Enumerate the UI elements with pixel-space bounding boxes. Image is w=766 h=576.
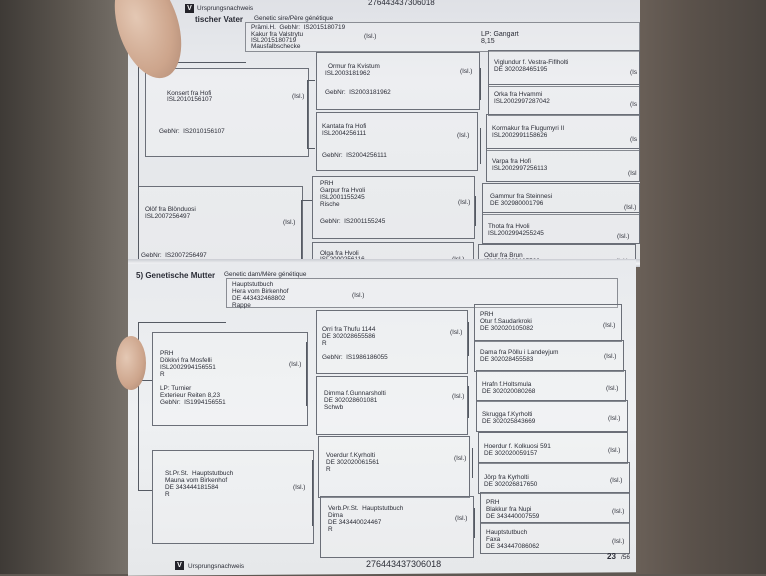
sire-mother-id: ISL2007256497 (145, 213, 191, 220)
sire-gf-paternal-gebnr: GebNr: IS2003181962 (325, 89, 391, 96)
dam-ggp-isl: (Isl.) (606, 385, 619, 392)
dam-tree-line (472, 448, 473, 478)
dam-father-id: ISL2002994156551 (160, 364, 216, 371)
sire-gf-maternal-gebnr: GebNr: IS2001155245 (320, 218, 386, 225)
dam-gm-paternal-color: Schwb (324, 404, 344, 411)
dam-heading-sub: Genetic dam/Mère génétique (224, 271, 307, 278)
sire-ggp-name: Thota fra Hvoli (488, 223, 530, 230)
dam-ggp-pre: Hauptstutbuch (486, 529, 528, 536)
sire-father-box (145, 68, 309, 157)
dam-heading: 5) Genetische Mutter (136, 271, 216, 280)
dam-tree-line (306, 342, 307, 406)
dam-mother-id: DE 343444181584 (165, 484, 219, 491)
dam-father-lp2: Exterieur Reiten 8,23 (160, 392, 221, 399)
sire-heading-sub: Genetic sire/Père génétique (254, 15, 334, 22)
dam-tree-line (138, 490, 152, 491)
dam-tree-line (138, 322, 226, 323)
dam-mother-r: R (165, 491, 170, 498)
dam-ggp-id: DE 343447086062 (486, 543, 540, 550)
sire-ggp-id: ISL2002997287042 (494, 98, 550, 105)
sire-ggp-name: Gammur fra Steinnesi (490, 193, 553, 200)
dam-gf-paternal-name: Orri fra Thufu 1144 (322, 326, 376, 333)
finger-bottom (116, 336, 146, 390)
dam-father-lp: LP: Turnier (160, 385, 192, 392)
dam-gm-maternal-isl: (Isl.) (455, 515, 468, 522)
sire-ggp-id: ISL2002997256113 (492, 165, 548, 172)
sire-gm-paternal-id: ISL2004256111 (322, 130, 367, 137)
dam-ggp-isl: (Isl.) (610, 477, 623, 484)
sire-gf-maternal-isl: (Isl.) (458, 199, 471, 206)
dam-tree-line (468, 386, 469, 418)
dam-ggp-id: DE 302026817650 (484, 481, 538, 488)
sire-ggp-isl: (Isl (628, 170, 637, 177)
dam-gm-maternal-r: R (328, 526, 333, 533)
dam-tree-line (474, 508, 475, 538)
sire-ggp-isl: (Is (630, 136, 638, 143)
dam-id: DE 443432468802 (232, 295, 286, 302)
footer-passport-number: 276443437306018 (366, 559, 442, 569)
sire-tree-line (480, 128, 481, 164)
sire-ggp-name: Odur fra Brun (484, 252, 523, 259)
sire-ggp-name: Kormakur fra Flugumyri II (492, 125, 565, 132)
dam-mother-name: Mauna vom Birkenhof (165, 477, 228, 484)
sire-mother-isl: (Isl.) (283, 219, 296, 226)
dam-tree-line (312, 460, 313, 526)
dam-gm-paternal-name: Dimma f.Gunnarsholti (324, 390, 386, 397)
dam-gm-paternal-isl: (Isl.) (452, 393, 465, 400)
v-logo-icon: V (175, 561, 184, 570)
sire-name: Kakur fra Valstrytu (251, 31, 304, 38)
sire-tree-line (307, 80, 308, 148)
sire-gf-paternal-name: Ormur fra Kvistum (328, 63, 380, 70)
dam-gm-maternal-name: Dima (328, 512, 343, 519)
dam-father-box (152, 332, 308, 426)
sire-ggp-isl: (Isl.) (617, 233, 630, 240)
sire-mother-name: Olöf fra Blönduosi (145, 206, 196, 213)
sire-ggp-name: Varpa fra Hofi (492, 158, 531, 165)
sire-id: ISL2015180719 (251, 37, 297, 44)
sire-tree-line (301, 200, 302, 262)
sire-ggp-isl: (Is (630, 69, 638, 76)
dam-color: Rappe (232, 302, 251, 309)
sire-gf-maternal-color: Rische (320, 201, 340, 208)
sire-ggp-id: DE 302028465195 (494, 66, 548, 73)
dam-ggp-name: Faxa (486, 536, 501, 543)
dam-ggp-name: Hrafn f.Holtsmula (482, 381, 532, 388)
sire-gm-paternal-isl: (Isl.) (457, 132, 470, 139)
dam-isl: (Isl.) (352, 292, 365, 299)
sire-tree-line (138, 62, 139, 266)
dam-tree-line (468, 322, 469, 356)
sire-ggp-id: ISL2002994255245 (488, 230, 544, 237)
dam-father-gebnr: GebNr: IS1994156551 (160, 399, 226, 406)
sire-ggp-isl: (Isl.) (624, 204, 637, 211)
sire-gf-paternal-box (316, 52, 480, 110)
sire-father-isl: (Isl.) (292, 93, 305, 100)
dam-gf-paternal-r: R (322, 340, 327, 347)
dam-mother-box (152, 450, 314, 544)
dam-father-r: R (160, 371, 165, 378)
sire-father-gebnr: GebNr: IS2010156107 (159, 128, 225, 135)
sire-mother-gebnr: GebNr: IS2007256497 (141, 252, 207, 259)
dam-gf-paternal-isl: (Isl.) (450, 329, 463, 336)
dam-ggp-pre: PRH (480, 311, 494, 318)
dam-gf-maternal-name: Voerdur f.Kyrholti (326, 452, 376, 459)
dam-ggp-id: DE 343440007559 (486, 513, 540, 520)
sire-tree-line (301, 200, 312, 201)
dam-ggp-name: Skrugga f.Kyrholti (482, 411, 533, 418)
sire-ggp-name: Viglundur f. Vestra-Fiflholti (494, 59, 569, 66)
dam-ggp-id: DE 302028455583 (480, 356, 534, 363)
dam-ggp-isl: (Isl.) (608, 415, 621, 422)
sire-gf-maternal-id: ISL2001155245 (320, 194, 365, 201)
dam-gm-paternal-id: DE 302028601081 (324, 397, 378, 404)
dam-ggp-pre: PRH (486, 499, 500, 506)
background-left (0, 0, 128, 574)
background-right (636, 0, 766, 574)
sire-ggp-id: DE 302980001796 (490, 200, 544, 207)
dam-ggp-id: DE 302025843669 (482, 418, 536, 425)
doc-title: Ursprungsnachweis (197, 5, 254, 12)
sire-color: Mausfalbschecke (251, 43, 301, 50)
sire-tree-line (307, 148, 315, 149)
sire-isl: (Isl.) (364, 33, 377, 40)
dam-ggp-id: DE 302020105082 (480, 325, 534, 332)
dam-name: Hera vom Birkenhof (232, 288, 289, 295)
v-logo-icon: V (185, 4, 194, 13)
sire-tree-line (307, 80, 315, 81)
dam-gf-maternal-id: DE 302020061561 (326, 459, 380, 466)
passport-number: 276443437306018 (368, 0, 435, 7)
sire-gm-paternal-box (316, 112, 478, 171)
dam-father-name: Dökkvi fra Mosfelli (160, 357, 212, 364)
dam-ggp-name: Hoerdur f. Kolkuosi 591 (484, 443, 551, 450)
sire-lp: LP: Gangart (481, 31, 519, 38)
dam-ggp-isl: (Isl.) (604, 353, 617, 360)
sire-gm-maternal-name: Olga fra Hvoli (320, 250, 359, 257)
sire-father-id: ISL2010156107 (167, 96, 213, 103)
sire-tree-line (480, 68, 481, 100)
dam-ggp-isl: (Isl.) (612, 538, 625, 545)
sire-gm-paternal-gebnr: GebNr: IS2004256111 (322, 152, 387, 159)
sire-line1: Prämi.H. GebNr: IS2015180719 (251, 24, 346, 31)
sire-gf-maternal-name: Garpur fra Hvoli (320, 187, 366, 194)
dam-gf-maternal-r: R (326, 466, 331, 473)
dam-mother-pre: St.Pr.St. Hauptstutbuch (165, 470, 234, 477)
dam-ggp-isl: (Isl.) (603, 322, 616, 329)
dam-ggp-isl: (Isl.) (612, 508, 625, 515)
sire-tree-line (475, 196, 476, 226)
page-total: /56 (621, 554, 630, 561)
dam-mother-isl: (Isl.) (293, 484, 306, 491)
dam-father-pre: PRH (160, 350, 174, 357)
dam-ggp-name: Dama fra Pöllu i Landeyjum (480, 349, 559, 356)
sire-ggp-isl: (Is (630, 101, 638, 108)
dam-gm-maternal-pre: Verb.Pr.St. Hauptstutbuch (328, 505, 404, 512)
dam-ggp-id: DE 302020080268 (482, 388, 536, 395)
dam-ggp-id: DE 302020059157 (484, 450, 538, 457)
dam-gm-maternal-id: DE 343440024467 (328, 519, 382, 526)
sire-heading: tischer Vater (195, 15, 244, 24)
dam-ggp-name: Jörp fra Kyrholti (484, 474, 529, 481)
dam-gf-paternal-gebnr: GebNr: IS1986186055 (322, 354, 388, 361)
sire-gm-paternal-name: Kantata fra Hofi (322, 123, 367, 130)
footer-doc-title: Ursprungsnachweis (188, 563, 245, 570)
sire-gf-paternal-id: ISL2003181962 (325, 70, 371, 77)
dam-line1: Hauptstutbuch (232, 281, 274, 288)
sire-lp-score: 8,15 (481, 38, 495, 45)
dam-ggp-isl: (Isl.) (608, 447, 621, 454)
sire-gf-paternal-isl: (Isl.) (460, 68, 473, 75)
dam-gf-paternal-box (316, 310, 468, 374)
page-number: 23 (607, 552, 616, 561)
sire-ggp-id: ISL2002991158626 (492, 132, 548, 139)
dam-ggp-name: Otur f.Saudarkroki (480, 318, 532, 325)
dam-gf-maternal-box (318, 436, 470, 498)
dam-father-isl: (Isl.) (289, 361, 302, 368)
sire-gf-maternal-pre: PRH (320, 180, 334, 187)
dam-gf-maternal-isl: (Isl.) (454, 455, 467, 462)
sire-father-name: Konsert fra Hofi (167, 90, 212, 97)
dam-ggp-name: Blakkur fra Nupi (486, 506, 532, 513)
dam-gf-paternal-id: DE 302028655586 (322, 333, 376, 340)
sire-ggp-name: Orka fra Hvammi (494, 91, 543, 98)
